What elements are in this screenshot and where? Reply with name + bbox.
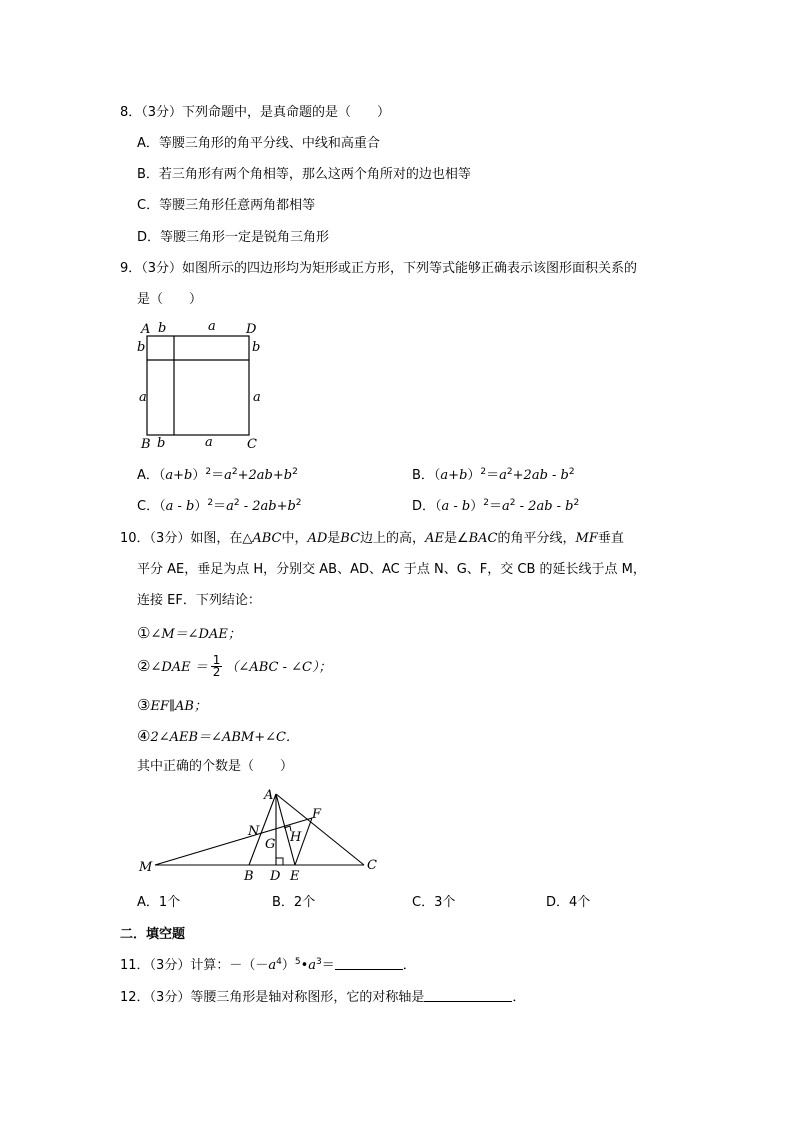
top-a-label: a	[208, 319, 216, 334]
q9-option-c: C．$(a - b)^2=a^2 - 2ab+b^2$	[137, 498, 302, 514]
point-e-label: E	[290, 869, 300, 884]
q12-line: 12．（3分）等腰三角形是轴对称图形，它的对称轴是 ．	[120, 990, 526, 1005]
q10-conclusion-3: ③EF∥AB；	[137, 696, 207, 714]
q8-option-d: D．等腰三角形一定是锐角三角形	[137, 230, 330, 245]
point-d-label: D	[270, 869, 281, 884]
q10-option-b: B．2个	[272, 895, 316, 910]
q10-option-d: D．4个	[546, 895, 591, 910]
q10-ask: 其中正确的个数是（ ）	[137, 759, 294, 774]
q11-answer-blank[interactable]	[335, 959, 403, 970]
point-m-label: M	[139, 860, 153, 875]
top-b-label: b	[158, 321, 167, 336]
point-n-label: N	[248, 824, 260, 839]
q9-stem-line1: 9．（3分）如图所示的四边形均为矩形或正方形，下列等式能够正确表示该图形面积关系的	[120, 261, 638, 276]
q9-rectangle-figure	[130, 318, 280, 453]
vertex-a-label: A	[141, 322, 151, 337]
point-g-label: G	[265, 837, 276, 852]
bottom-b-label: b	[157, 436, 166, 451]
q8-option-c: C．等腰三角形任意两角都相等	[137, 198, 316, 213]
q8-stem: 8．（3分）下列命题中，是真命题的是（ ）	[120, 105, 391, 120]
point-f-label: F	[312, 807, 322, 822]
q10-conclusion-1: ①∠M＝∠DAE；	[137, 624, 241, 642]
section-fill-in-heading: 二．填空题	[120, 927, 186, 942]
q9-stem-line2: 是（ ）	[137, 292, 203, 307]
q10-option-a: A．1个	[137, 895, 181, 910]
q10-stem-line1: 10．（3分）如图，在△ABC中，AD是BC边上的高，AE是∠BAC的角平分线，MF垂直	[120, 531, 624, 546]
q10-stem-line3: 连接 EF．下列结论：	[137, 593, 261, 608]
q9-option-a: A．$(a+b)^2=a^2+2ab+b^2$	[137, 467, 298, 483]
right-b-label: b	[252, 340, 261, 355]
q10-conclusion-2: ②∠DAE ＝ $\frac{1}{2}$ （∠ABC - ∠C）；	[137, 653, 332, 679]
q9-option-d: D．$(a - b)^2=a^2 - 2ab - b^2$	[412, 498, 580, 514]
right-a-label: a	[253, 390, 261, 405]
point-a-label: A	[264, 788, 274, 803]
point-h-label: H	[290, 830, 302, 845]
q10-option-c: C．3个	[412, 895, 456, 910]
q12-answer-blank[interactable]	[424, 991, 512, 1002]
q8-option-b: B．若三角形有两个角相等，那么这两个角所对的边也相等	[137, 167, 471, 182]
q9-option-b: B．$(a+b)^2=a^2+2ab - b^2$	[412, 467, 575, 483]
q10-conclusion-4: ④2∠AEB＝∠ABM+∠C．	[137, 727, 299, 745]
q11-line: 11．（3分）计算：$-(-a^4)^5•a^3=$ ．	[120, 957, 416, 973]
point-b-label: B	[244, 869, 254, 884]
point-c-label: C	[367, 858, 377, 873]
vertex-b-label: B	[141, 437, 151, 452]
vertex-c-label: C	[247, 437, 257, 452]
q8-option-a: A．等腰三角形的角平分线、中线和高重合	[137, 136, 380, 151]
bottom-a-label: a	[205, 435, 213, 450]
q10-stem-line2: 平分 AE，垂足为点 H，分别交 AB、AD、AC 于点 N、G、F，交 CB 的延长线于点 M，	[137, 562, 646, 577]
left-b-label: b	[137, 340, 146, 355]
q10-triangle-figure	[130, 784, 390, 884]
left-a-label: a	[139, 390, 147, 405]
vertex-d-label: D	[246, 322, 257, 337]
fraction-one-half: $\frac{1}{2}$	[212, 653, 221, 679]
